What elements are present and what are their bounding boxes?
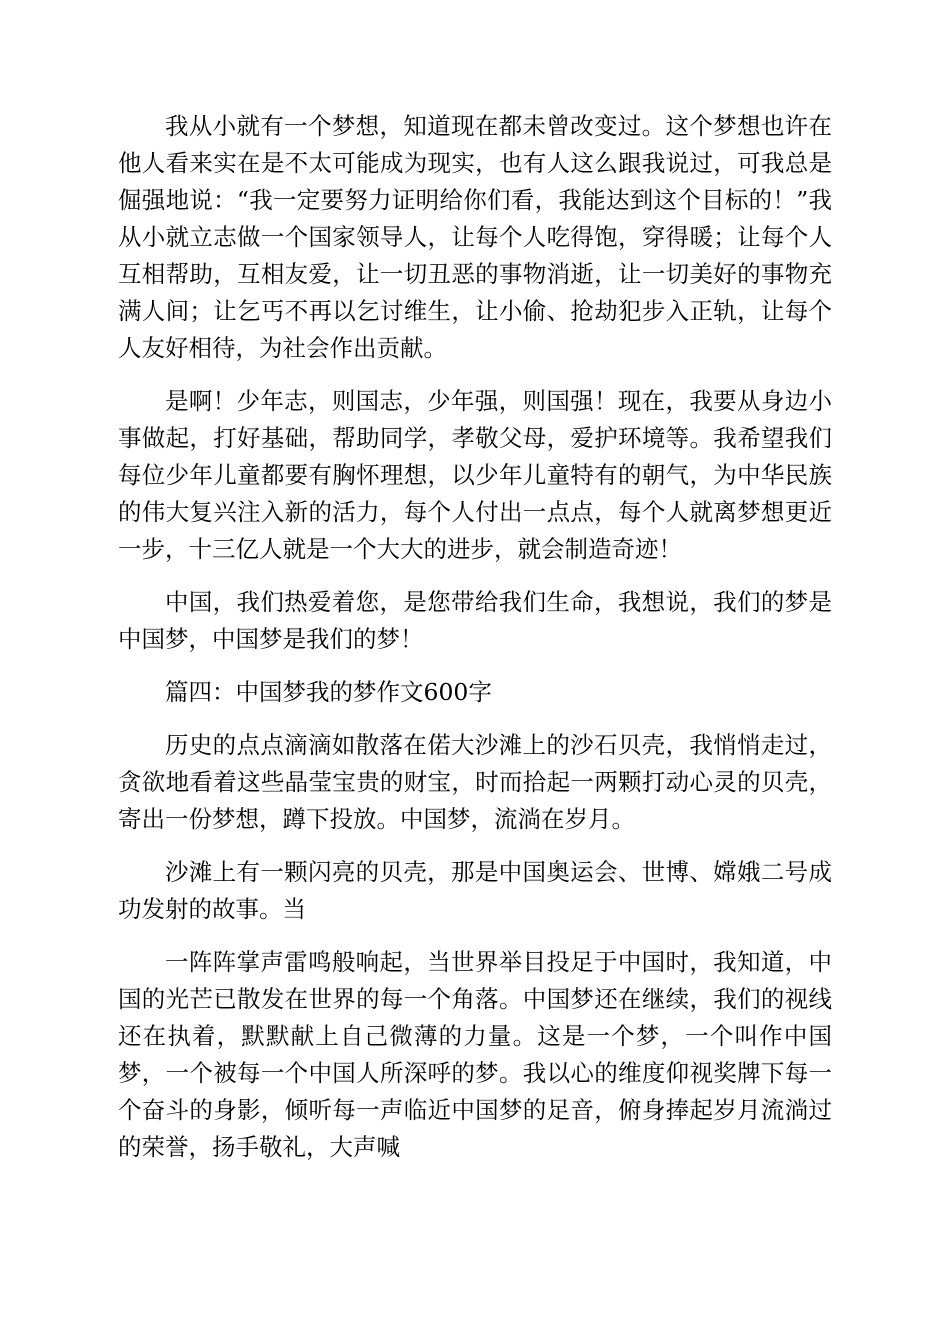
- paragraph-history: 历史的点点滴滴如散落在偌大沙滩上的沙石贝壳，我悄悄走过，贪欲地看着这些晶莹宝贵的财宝，时而拾起一两颗打动心灵的贝壳，寄出一份梦想，蹲下投放。中国梦，流淌在岁月。: [118, 731, 832, 833]
- paragraph-dream: 我从小就有一个梦想，知道现在都未曾改变过。这个梦想也许在他人看来实在是不太可能成为现实，也有人这么跟我说过，可我总是倔强地说：“我一定要努力证明给你们看，我能达到这个目标的！”我从小就立志做一个国家领导人，让每个人吃得饱，穿得暖；让每个人互相帮助，互相友爱，让一切丑恶的事物消逝，让一切美好的事物充满人间；让乞丐不再以乞讨维生，让小偷、抢劫犯步入正轨，让每个人友好相待，为社会作出贡献。: [118, 112, 832, 362]
- document-page: [118, 108, 832, 1166]
- section-heading: 篇四：中国梦我的梦作文600字: [165, 678, 492, 706]
- paragraph-china-love: 中国，我们热爱着您，是您带给我们生命，我想说，我们的梦是中国梦，中国梦是我们的梦！: [118, 588, 832, 653]
- paragraph-applause: 一阵阵掌声雷鸣般响起，当世界举目投足于中国时，我知道，中国的光芒已散发在世界的每一个角落。中国梦还在继续，我们的视线还在执着，默默献上自己微薄的力量。这是一个梦，一个叫作中国梦，一个被每一个中国人所深呼的梦。我以心的维度仰视奖牌下每一个奋斗的身影，倾听每一声临近中国梦的足音，俯身捧起岁月流淌过的荣誉，扬手敬礼，大声喊: [118, 948, 832, 1161]
- paragraph-youth: 是啊！少年志，则国志，少年强，则国强！现在，我要从身边小事做起，打好基础，帮助同学，孝敬父母，爱护环境等。我希望我们每位少年儿童都要有胸怀理想，以少年儿童特有的朝气，为中华民族的伟大复兴注入新的活力，每个人付出一点点，每个人就离梦想更近一步，十三亿人就是一个大大的进步，就会制造奇迹！: [118, 387, 832, 563]
- paragraph-beach: 沙滩上有一颗闪亮的贝壳，那是中国奥运会、世博、嫦娥二号成功发射的故事。当: [118, 858, 832, 923]
